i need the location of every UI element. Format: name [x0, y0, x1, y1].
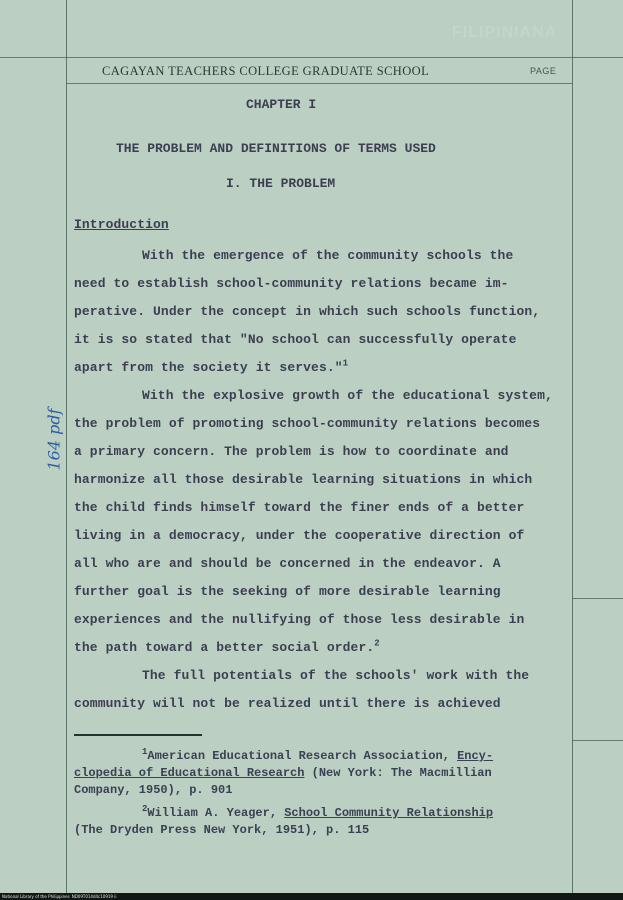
- chapter-title: CHAPTER I: [246, 97, 317, 112]
- body-line-6: With the explosive growth of the educational system,: [142, 388, 553, 403]
- body-line-13: further goal is the seeking of more desirable learning: [74, 584, 501, 599]
- body-line-12: all who are and should be concerned in the endeavor. A: [74, 556, 501, 571]
- body-line-5-text: apart from the society it serves.": [74, 360, 343, 375]
- header-top-rule: [0, 57, 623, 58]
- footnote-1-title-start: Ency-: [457, 749, 494, 763]
- body-line-11: living in a democracy, under the cooperative direction of: [74, 528, 525, 543]
- body-line-16: The full potentials of the schools' work with the: [142, 668, 530, 683]
- archive-code: ND09T014d4c10919 ii: [71, 894, 117, 899]
- filipiniana-stamp: FILIPINIANA: [452, 24, 558, 41]
- section-title: I. THE PROBLEM: [226, 176, 336, 191]
- body-line-3: perative. Under the concept in which such schools function,: [74, 304, 541, 319]
- header-bottom-rule: [66, 83, 572, 84]
- body-line-9: harmonize all those desirable learning situations in which: [74, 472, 533, 487]
- footnote-2-line-1: [142, 806, 493, 820]
- footnote-1-line-3: Company, 1950), p. 901: [74, 783, 233, 797]
- margin-mark-rule: [572, 598, 623, 599]
- body-line-8: a primary concern. The problem is how to coordinate and: [74, 444, 509, 459]
- footnote-1-author: American Educational Research Association,: [147, 749, 458, 763]
- footnote-2-title: School Community Relationship: [284, 806, 494, 820]
- body-line-4: it is so stated that "No school can successfully operate: [74, 332, 517, 347]
- footnote-divider: [74, 734, 202, 736]
- body-line-17: community will not be realized until there is achieved: [74, 696, 501, 711]
- body-line-2: need to establish school-community relations became im-: [74, 276, 509, 291]
- right-margin-rule: [572, 0, 573, 893]
- footnote-2-author: William A. Yeager,: [147, 806, 285, 820]
- introduction-heading: Introduction: [74, 217, 169, 232]
- footnote-1-publisher: (New York: The Macmillian: [304, 766, 492, 780]
- footnote-1-line-2: [74, 766, 492, 780]
- footnote-mark-2: 2: [374, 638, 380, 649]
- body-line-5: [74, 360, 348, 375]
- footnote-1-mark: 1: [142, 747, 148, 757]
- document-title: THE PROBLEM AND DEFINITIONS OF TERMS USED: [116, 141, 436, 156]
- footnote-2-mark: 2: [142, 804, 148, 814]
- footnote-1-line-1: [142, 749, 493, 763]
- body-line-7: the problem of promoting school-community relations becomes: [74, 416, 541, 431]
- body-line-14: experiences and the nullifying of those less desirable in: [74, 612, 525, 627]
- archive-footer: [0, 893, 623, 900]
- library-credit: National Library of the Philippines: [2, 894, 70, 899]
- footnote-mark-1: 1: [342, 358, 349, 369]
- body-line-15: [74, 640, 380, 655]
- footnote-2-line-2: (The Dryden Press New York, 1951), p. 115: [74, 823, 370, 837]
- footnote-1-title-end: clopedia of Educational Research: [74, 766, 305, 780]
- college-header: CAGAYAN TEACHERS COLLEGE GRADUATE SCHOOL: [102, 64, 430, 78]
- handwritten-margin-note: 164 pdf: [44, 408, 64, 471]
- body-line-10: the child finds himself toward the finer ends of a better: [74, 500, 525, 515]
- page-label: PAGE: [530, 66, 557, 76]
- left-margin-rule: [66, 0, 67, 893]
- margin-mark-rule-lower: [572, 740, 623, 741]
- body-line-1: With the emergence of the community schools the: [142, 248, 514, 263]
- body-line-15-text: the path toward a better social order.: [74, 640, 375, 655]
